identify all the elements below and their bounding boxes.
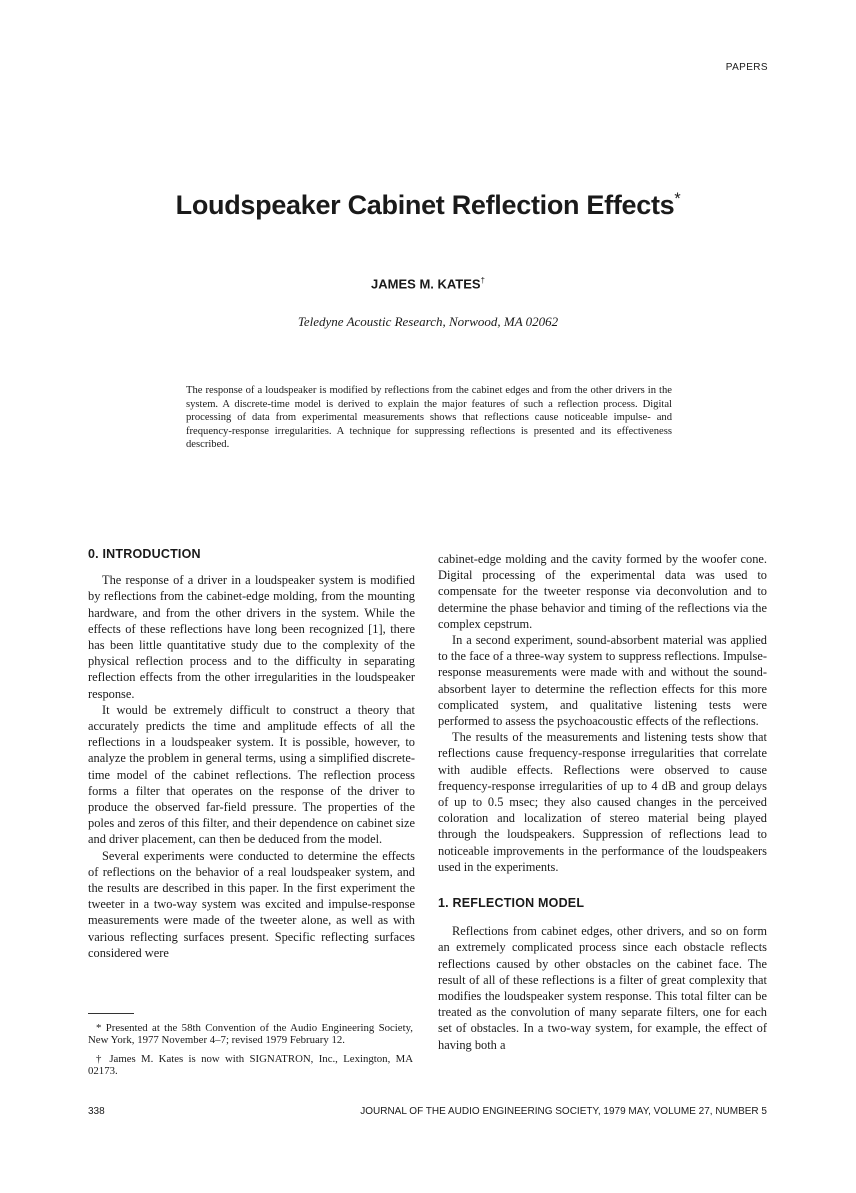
author-affiliation: Teledyne Acoustic Research, Norwood, MA 02062 bbox=[297, 314, 559, 329]
left-column bbox=[88, 546, 415, 961]
paragraph: Reflections from cabinet edges, other drivers, and so on form an extremely complicated process since each obstacle reflects reflections caused by other obstacles on the cabinet face. The result of all of these reflections is a filter of great complexity that modifies the loudspeaker system response. This total filter can be treated as the convolution of many separate filters, one for each set of obstacles. In a two-way system, for example, the effect of having both a bbox=[438, 924, 767, 1052]
paper-title bbox=[0, 190, 856, 221]
section-label: PAPERS bbox=[725, 62, 768, 73]
author-name bbox=[0, 276, 856, 291]
paragraph: The results of the measurements and listening tests show that reflections cause frequency-response irregularities that correlate with audible effects. Reflections were observed to cause frequency-response irregularities of up to 4 dB and group delays of up to 0.5 msec; they also caused changes in the perceived coloration and localization of stereo material being played through the loudspeakers. Suppression of reflections lead to noticeable improvements in the performance of the loudspeakers used in the experiments. bbox=[438, 730, 767, 874]
paragraph: In a second experiment, sound-absorbent material was applied to the face of a three-way system to suppress reflections. Impulse-response measurements were made with and without the sound-absorbent layer to determine the reflection effects for this more complicated system, and qualitative listening tests were performed to assess the psychoacoustic effects of the reflections. bbox=[438, 633, 767, 729]
paragraph: The response of a driver in a loudspeaker system is modified by reflections from the cabinet-edge molding, from the mounting hardware, and from the other drivers in the system. While the effects of these reflections have long been recognized [1], there has been little quantitative study due to the complexity of the physical reflection process and to the difficulty in separating reflection effects from the other irregularities in the loudspeaker response. bbox=[88, 573, 415, 701]
author-text: JAMES M. KATES bbox=[371, 276, 481, 292]
right-column bbox=[438, 551, 767, 1053]
title-text: Loudspeaker Cabinet Reflection Effects bbox=[175, 190, 675, 220]
paragraph: It would be extremely difficult to construct a theory that accurately predicts the time and amplitude effects of all the reflections in a loudspeaker system. It is possible, however, to analyze the problem in general terms, using a simplified discrete-time model of the cabinet reflections. The reflection process forms a filter that operates on the response of the driver to produce the observed far-field pressure. The properties of the poles and zeros of this filter, and their dependence on cabinet size and driver placement, can then be deduced from the model. bbox=[88, 702, 415, 847]
section-heading-introduction: 0. INTRODUCTION bbox=[88, 547, 201, 561]
page-number: 338 bbox=[88, 1106, 105, 1117]
footnote: † James M. Kates is now with SIGNATRON, Inc., Lexington, MA 02173. bbox=[88, 1052, 413, 1078]
author-footnote-mark: † bbox=[480, 276, 485, 285]
section-heading-reflection-model: 1. REFLECTION MODEL bbox=[438, 896, 585, 911]
paragraph: cabinet-edge molding and the cavity formed by the woofer cone. Digital processing of the experimental data was used to compensate for the tweeter response via deconvolution and to determine the phase behavior and timing of the reflections via the complex cepstrum. bbox=[438, 552, 767, 631]
footnotes bbox=[88, 1022, 413, 1084]
footnote: * Presented at the 58th Convention of the Audio Engineering Society, New York, 1977 November 4–7; revised 1979 February 12. bbox=[88, 1022, 413, 1047]
abstract: The response of a loudspeaker is modified by reflections from the cabinet edges and from the other drivers in the system. A discrete-time model is derived to explain the major features of such a reflection process. Digital processing of data from experimental measurements shows that reflections cause noticeable impulse- and frequency-response irregularities. A technique for suppressing reflections is presented and its effectiveness described. bbox=[186, 385, 672, 451]
paragraph: Several experiments were conducted to determine the effects of reflections on the behavior of a real loudspeaker system, and the results are described in this paper. In the first experiment the tweeter in a two-way system was excited and impulse-response measurements were made of the tweeter alone, as well as with various reflecting surfaces present. Specific reflecting surfaces considered were bbox=[88, 848, 415, 960]
footnote-divider bbox=[88, 1013, 134, 1014]
title-footnote-mark: * bbox=[674, 190, 681, 208]
journal-citation: JOURNAL OF THE AUDIO ENGINEERING SOCIETY, 1979 MAY, VOLUME 27, NUMBER 5 bbox=[360, 1106, 767, 1117]
